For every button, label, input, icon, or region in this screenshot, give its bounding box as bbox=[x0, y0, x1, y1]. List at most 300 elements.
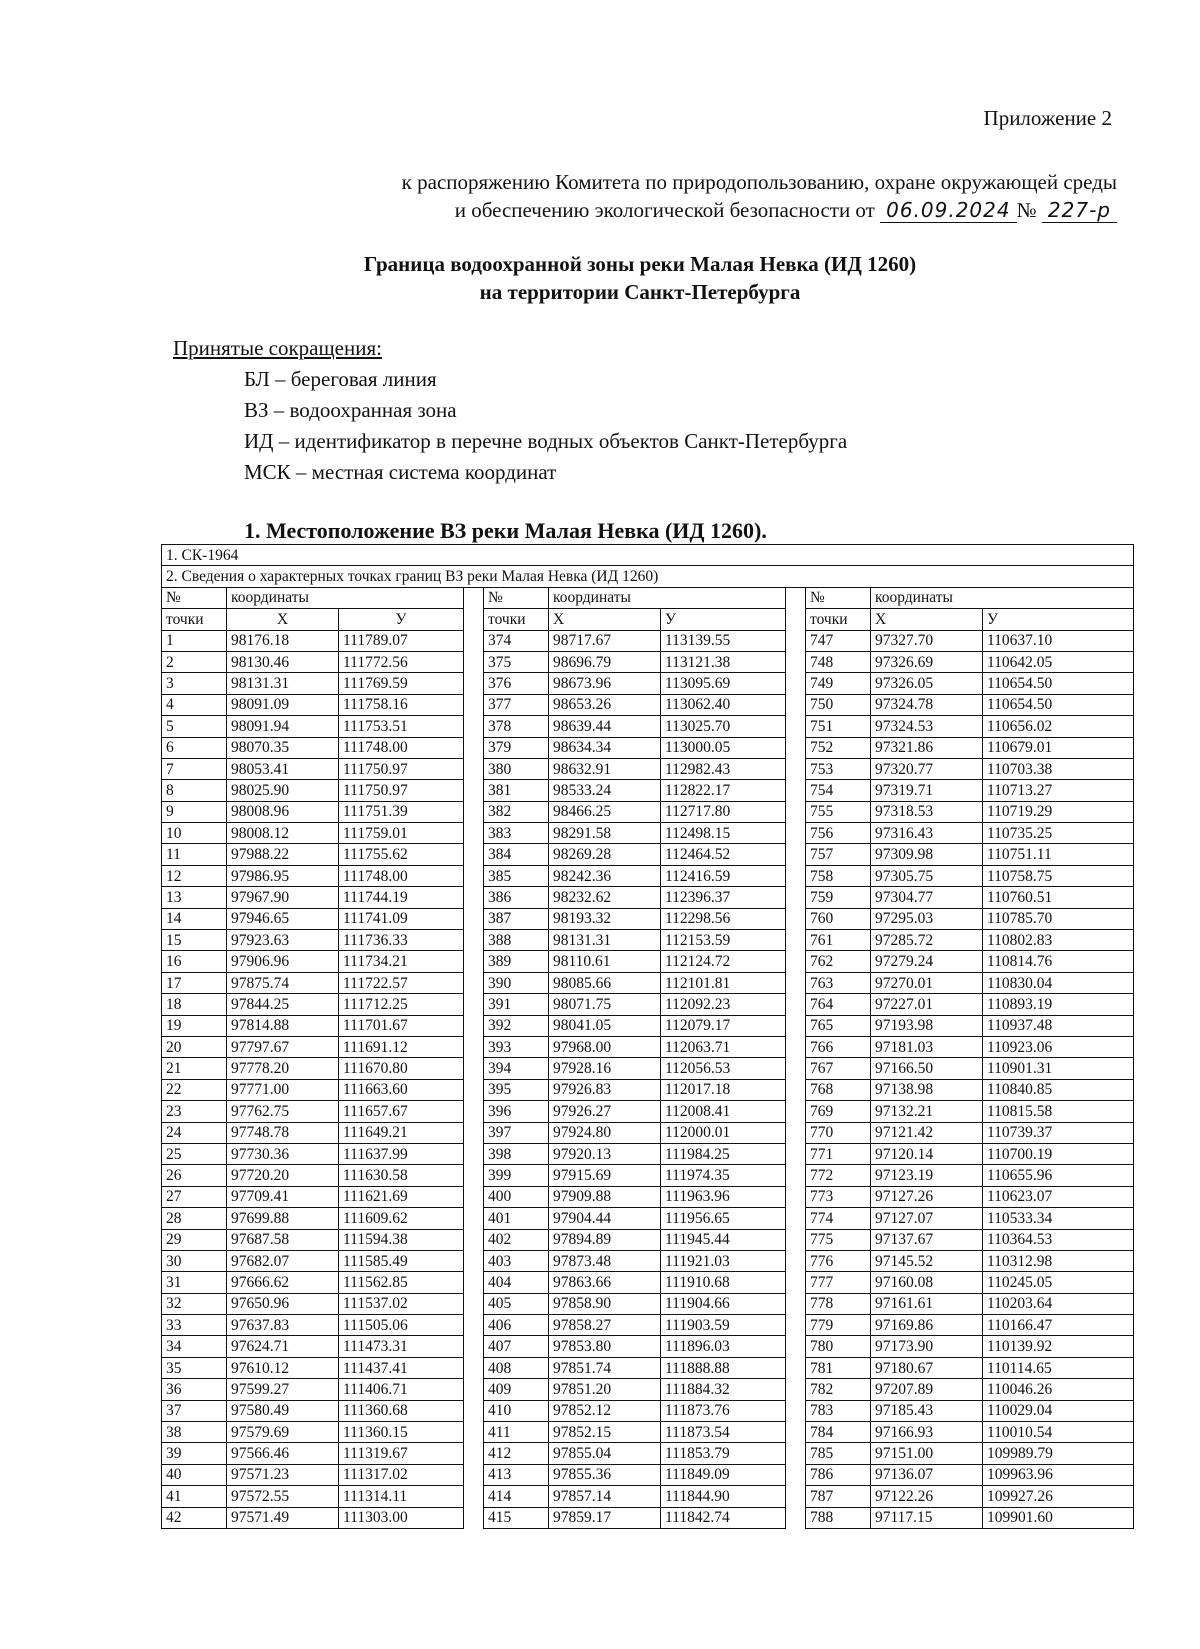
point-number: 376 bbox=[484, 673, 549, 694]
coord-y: 112008.41 bbox=[661, 1101, 786, 1122]
coord-x: 97637.83 bbox=[227, 1315, 339, 1336]
table-row bbox=[162, 1357, 1134, 1378]
coord-y: 111956.65 bbox=[661, 1208, 786, 1229]
table-row bbox=[162, 930, 1134, 951]
point-number: 387 bbox=[484, 908, 549, 929]
point-number: 769 bbox=[806, 1101, 871, 1122]
point-number: 779 bbox=[806, 1315, 871, 1336]
coord-x: 97166.50 bbox=[871, 1058, 983, 1079]
coord-y: 111562.85 bbox=[339, 1272, 464, 1293]
coord-x: 97851.74 bbox=[549, 1357, 661, 1378]
coord-x: 98008.96 bbox=[227, 801, 339, 822]
table-row bbox=[162, 908, 1134, 929]
coord-x: 97127.26 bbox=[871, 1186, 983, 1207]
coord-x: 97859.17 bbox=[549, 1507, 661, 1528]
coord-y: 111360.68 bbox=[339, 1400, 464, 1421]
point-number: 378 bbox=[484, 716, 549, 737]
coord-y: 112396.37 bbox=[661, 887, 786, 908]
point-number: 14 bbox=[162, 908, 227, 929]
coord-x: 97180.67 bbox=[871, 1357, 983, 1378]
point-number: 13 bbox=[162, 887, 227, 908]
table-row bbox=[162, 716, 1134, 737]
abbreviations-list bbox=[244, 364, 847, 488]
table-row bbox=[162, 844, 1134, 865]
coord-x: 97270.01 bbox=[871, 972, 983, 993]
coord-y: 110901.31 bbox=[983, 1058, 1134, 1079]
table-row bbox=[162, 1015, 1134, 1036]
point-number: 788 bbox=[806, 1507, 871, 1528]
point-number: 32 bbox=[162, 1293, 227, 1314]
coord-y: 111741.09 bbox=[339, 908, 464, 929]
coord-x: 97571.49 bbox=[227, 1507, 339, 1528]
coord-x: 98717.67 bbox=[549, 630, 661, 651]
coord-x: 97572.55 bbox=[227, 1486, 339, 1507]
coord-x: 98639.44 bbox=[549, 716, 661, 737]
abbreviation-item: МСК – местная система координат bbox=[244, 460, 557, 484]
coord-y: 111609.62 bbox=[339, 1208, 464, 1229]
coord-x: 97986.95 bbox=[227, 865, 339, 886]
point-number: 754 bbox=[806, 780, 871, 801]
point-number: 9 bbox=[162, 801, 227, 822]
point-number: 33 bbox=[162, 1315, 227, 1336]
table-row bbox=[162, 780, 1134, 801]
coord-x: 97166.93 bbox=[871, 1422, 983, 1443]
coord-x: 97137.67 bbox=[871, 1229, 983, 1250]
point-number: 782 bbox=[806, 1379, 871, 1400]
coord-y: 112101.81 bbox=[661, 972, 786, 993]
coord-x: 97857.14 bbox=[549, 1486, 661, 1507]
point-number: 408 bbox=[484, 1357, 549, 1378]
coord-y: 111755.62 bbox=[339, 844, 464, 865]
point-number: 42 bbox=[162, 1507, 227, 1528]
coord-x: 97855.04 bbox=[549, 1443, 661, 1464]
table-row bbox=[162, 1422, 1134, 1443]
coord-y: 111594.38 bbox=[339, 1229, 464, 1250]
coord-x: 98131.31 bbox=[549, 930, 661, 951]
table-row bbox=[162, 1186, 1134, 1207]
table-row bbox=[162, 1079, 1134, 1100]
coord-y: 111701.67 bbox=[339, 1015, 464, 1036]
coord-y: 112416.59 bbox=[661, 865, 786, 886]
header-x: Х bbox=[871, 609, 983, 630]
coord-y: 110642.05 bbox=[983, 651, 1134, 672]
point-number: 399 bbox=[484, 1165, 549, 1186]
coord-y: 111910.68 bbox=[661, 1272, 786, 1293]
coord-y: 111873.76 bbox=[661, 1400, 786, 1421]
point-number: 787 bbox=[806, 1486, 871, 1507]
coord-y: 111736.33 bbox=[339, 930, 464, 951]
point-number: 21 bbox=[162, 1058, 227, 1079]
point-number: 397 bbox=[484, 1122, 549, 1143]
point-number: 760 bbox=[806, 908, 871, 929]
point-number: 5 bbox=[162, 716, 227, 737]
coord-y: 110751.11 bbox=[983, 844, 1134, 865]
point-number: 752 bbox=[806, 737, 871, 758]
coord-y: 111505.06 bbox=[339, 1315, 464, 1336]
point-number: 382 bbox=[484, 801, 549, 822]
coord-y: 112498.15 bbox=[661, 823, 786, 844]
point-number: 780 bbox=[806, 1336, 871, 1357]
coord-x: 98041.05 bbox=[549, 1015, 661, 1036]
coord-y: 112017.18 bbox=[661, 1079, 786, 1100]
point-number: 27 bbox=[162, 1186, 227, 1207]
coord-x: 97138.98 bbox=[871, 1079, 983, 1100]
coord-y: 111748.00 bbox=[339, 737, 464, 758]
coord-y: 111748.00 bbox=[339, 865, 464, 886]
point-number: 772 bbox=[806, 1165, 871, 1186]
coord-x: 97207.89 bbox=[871, 1379, 983, 1400]
point-number: 775 bbox=[806, 1229, 871, 1250]
coord-x: 97304.77 bbox=[871, 887, 983, 908]
point-number: 26 bbox=[162, 1165, 227, 1186]
decree-date: 06.09.2024 bbox=[880, 198, 1017, 223]
header-point: точки bbox=[484, 609, 549, 630]
point-number: 35 bbox=[162, 1357, 227, 1378]
coord-x: 98232.62 bbox=[549, 887, 661, 908]
header-no: № bbox=[806, 587, 871, 608]
table-row bbox=[162, 737, 1134, 758]
coord-y: 111473.31 bbox=[339, 1336, 464, 1357]
coord-x: 97324.53 bbox=[871, 716, 983, 737]
coord-x: 97682.07 bbox=[227, 1250, 339, 1271]
coord-x: 97599.27 bbox=[227, 1379, 339, 1400]
table-row bbox=[162, 887, 1134, 908]
coord-x: 97863.66 bbox=[549, 1272, 661, 1293]
point-number: 785 bbox=[806, 1443, 871, 1464]
point-number: 394 bbox=[484, 1058, 549, 1079]
point-number: 29 bbox=[162, 1229, 227, 1250]
table-row bbox=[162, 1315, 1134, 1336]
coord-x: 97904.44 bbox=[549, 1208, 661, 1229]
coord-x: 97946.65 bbox=[227, 908, 339, 929]
table-row bbox=[162, 1443, 1134, 1464]
point-number: 747 bbox=[806, 630, 871, 651]
coord-x: 97875.74 bbox=[227, 972, 339, 993]
point-number: 414 bbox=[484, 1486, 549, 1507]
decree-line-2-prefix: и обеспечению экологической безопасности от bbox=[454, 198, 875, 222]
coord-y: 111317.02 bbox=[339, 1464, 464, 1485]
coord-y: 110654.50 bbox=[983, 673, 1134, 694]
coord-x: 97136.07 bbox=[871, 1464, 983, 1485]
coord-x: 98632.91 bbox=[549, 758, 661, 779]
coord-y: 111585.49 bbox=[339, 1250, 464, 1271]
coord-x: 97771.00 bbox=[227, 1079, 339, 1100]
coord-y: 113025.70 bbox=[661, 716, 786, 737]
table-row bbox=[162, 1250, 1134, 1271]
coord-y: 112000.01 bbox=[661, 1122, 786, 1143]
coord-x: 97579.69 bbox=[227, 1422, 339, 1443]
point-number: 11 bbox=[162, 844, 227, 865]
coord-y: 109963.96 bbox=[983, 1464, 1134, 1485]
table-row bbox=[162, 1058, 1134, 1079]
coord-y: 111691.12 bbox=[339, 1036, 464, 1057]
coord-y: 111537.02 bbox=[339, 1293, 464, 1314]
point-number: 764 bbox=[806, 994, 871, 1015]
table-row bbox=[162, 673, 1134, 694]
point-number: 778 bbox=[806, 1293, 871, 1314]
coord-x: 97650.96 bbox=[227, 1293, 339, 1314]
coord-y: 111657.67 bbox=[339, 1101, 464, 1122]
point-number: 390 bbox=[484, 972, 549, 993]
coord-y: 111844.90 bbox=[661, 1486, 786, 1507]
coord-x: 97121.42 bbox=[871, 1122, 983, 1143]
point-number: 767 bbox=[806, 1058, 871, 1079]
table-row bbox=[162, 694, 1134, 715]
coord-y: 110815.58 bbox=[983, 1101, 1134, 1122]
coord-x: 97699.88 bbox=[227, 1208, 339, 1229]
coord-x: 97855.36 bbox=[549, 1464, 661, 1485]
point-number: 770 bbox=[806, 1122, 871, 1143]
coord-y: 111751.39 bbox=[339, 801, 464, 822]
coord-x: 97858.90 bbox=[549, 1293, 661, 1314]
coord-y: 111670.80 bbox=[339, 1058, 464, 1079]
coord-y: 111303.00 bbox=[339, 1507, 464, 1528]
coord-y: 110840.85 bbox=[983, 1079, 1134, 1100]
document-title-line-2: на территории Санкт-Петербурга bbox=[479, 280, 801, 304]
coord-x: 98110.61 bbox=[549, 951, 661, 972]
coord-x: 97709.41 bbox=[227, 1186, 339, 1207]
coord-x: 98696.79 bbox=[549, 651, 661, 672]
point-number: 24 bbox=[162, 1122, 227, 1143]
coord-y: 111712.25 bbox=[339, 994, 464, 1015]
coord-y: 109989.79 bbox=[983, 1443, 1134, 1464]
coord-x: 97161.61 bbox=[871, 1293, 983, 1314]
point-number: 756 bbox=[806, 823, 871, 844]
point-number: 765 bbox=[806, 1015, 871, 1036]
coord-x: 97730.36 bbox=[227, 1143, 339, 1164]
point-number: 8 bbox=[162, 780, 227, 801]
coord-y: 111750.97 bbox=[339, 780, 464, 801]
coord-x: 98130.46 bbox=[227, 651, 339, 672]
coord-y: 111769.59 bbox=[339, 673, 464, 694]
coord-x: 97894.89 bbox=[549, 1229, 661, 1250]
point-number: 37 bbox=[162, 1400, 227, 1421]
coord-y: 111663.60 bbox=[339, 1079, 464, 1100]
header-row-1 bbox=[162, 587, 1134, 608]
table-row bbox=[162, 1507, 1134, 1528]
coord-x: 97279.24 bbox=[871, 951, 983, 972]
coord-y: 113139.55 bbox=[661, 630, 786, 651]
coord-y: 112982.43 bbox=[661, 758, 786, 779]
point-number: 415 bbox=[484, 1507, 549, 1528]
coord-y: 111319.67 bbox=[339, 1443, 464, 1464]
point-number: 38 bbox=[162, 1422, 227, 1443]
point-number: 19 bbox=[162, 1015, 227, 1036]
point-number: 762 bbox=[806, 951, 871, 972]
coord-y: 110814.76 bbox=[983, 951, 1134, 972]
table-row bbox=[162, 1379, 1134, 1400]
coord-x: 97778.20 bbox=[227, 1058, 339, 1079]
table-row bbox=[162, 1122, 1134, 1143]
point-number: 16 bbox=[162, 951, 227, 972]
coord-x: 97748.78 bbox=[227, 1122, 339, 1143]
coord-y: 111772.56 bbox=[339, 651, 464, 672]
coord-x: 97193.98 bbox=[871, 1015, 983, 1036]
coord-x: 97117.15 bbox=[871, 1507, 983, 1528]
header-no: № bbox=[484, 587, 549, 608]
coord-y: 110719.29 bbox=[983, 801, 1134, 822]
coord-y: 110700.19 bbox=[983, 1143, 1134, 1164]
coord-y: 110046.26 bbox=[983, 1379, 1134, 1400]
point-number: 763 bbox=[806, 972, 871, 993]
coord-x: 97127.07 bbox=[871, 1208, 983, 1229]
point-number: 400 bbox=[484, 1186, 549, 1207]
coord-y: 110245.05 bbox=[983, 1272, 1134, 1293]
header-x: Х bbox=[549, 609, 661, 630]
point-number: 1 bbox=[162, 630, 227, 651]
coord-y: 110010.54 bbox=[983, 1422, 1134, 1443]
coord-y: 111853.79 bbox=[661, 1443, 786, 1464]
coord-y: 110758.75 bbox=[983, 865, 1134, 886]
coord-y: 111621.69 bbox=[339, 1186, 464, 1207]
coord-x: 97320.77 bbox=[871, 758, 983, 779]
point-number: 393 bbox=[484, 1036, 549, 1057]
coord-y: 110656.02 bbox=[983, 716, 1134, 737]
coord-x: 97321.86 bbox=[871, 737, 983, 758]
point-number: 777 bbox=[806, 1272, 871, 1293]
point-number: 773 bbox=[806, 1186, 871, 1207]
coord-x: 97571.23 bbox=[227, 1464, 339, 1485]
point-number: 411 bbox=[484, 1422, 549, 1443]
coord-y: 112153.59 bbox=[661, 930, 786, 951]
coord-x: 97814.88 bbox=[227, 1015, 339, 1036]
table-row bbox=[162, 972, 1134, 993]
point-number: 784 bbox=[806, 1422, 871, 1443]
table-row bbox=[162, 1400, 1134, 1421]
coord-x: 98085.66 bbox=[549, 972, 661, 993]
point-number: 401 bbox=[484, 1208, 549, 1229]
coord-x: 97915.69 bbox=[549, 1165, 661, 1186]
point-number: 410 bbox=[484, 1400, 549, 1421]
coord-x: 98070.35 bbox=[227, 737, 339, 758]
coord-y: 111842.74 bbox=[661, 1507, 786, 1528]
point-number: 28 bbox=[162, 1208, 227, 1229]
point-number: 395 bbox=[484, 1079, 549, 1100]
coord-x: 97853.80 bbox=[549, 1336, 661, 1357]
point-number: 39 bbox=[162, 1443, 227, 1464]
coord-y: 109901.60 bbox=[983, 1507, 1134, 1528]
decree-number-sign: № bbox=[1016, 198, 1037, 222]
coord-y: 111406.71 bbox=[339, 1379, 464, 1400]
point-number: 7 bbox=[162, 758, 227, 779]
coord-y: 111314.11 bbox=[339, 1486, 464, 1507]
coord-y: 111744.19 bbox=[339, 887, 464, 908]
coord-x: 98466.25 bbox=[549, 801, 661, 822]
header-coords: координаты bbox=[871, 587, 1134, 608]
abbreviation-item: БЛ – береговая линия bbox=[244, 367, 437, 391]
appendix-label: Приложение 2 bbox=[983, 106, 1112, 130]
abbreviations-heading: Принятые сокращения: bbox=[173, 336, 382, 360]
coord-y: 111759.01 bbox=[339, 823, 464, 844]
coord-y: 110937.48 bbox=[983, 1015, 1134, 1036]
coord-x: 97624.71 bbox=[227, 1336, 339, 1357]
point-number: 18 bbox=[162, 994, 227, 1015]
coord-y: 111734.21 bbox=[339, 951, 464, 972]
point-number: 391 bbox=[484, 994, 549, 1015]
document-title-line-1: Граница водоохранной зоны реки Малая Невка (ИД 1260) bbox=[363, 252, 917, 276]
header-y: У bbox=[983, 609, 1134, 630]
point-number: 774 bbox=[806, 1208, 871, 1229]
point-number: 31 bbox=[162, 1272, 227, 1293]
coord-y: 111963.96 bbox=[661, 1186, 786, 1207]
coord-x: 98053.41 bbox=[227, 758, 339, 779]
coord-y: 112717.80 bbox=[661, 801, 786, 822]
point-number: 379 bbox=[484, 737, 549, 758]
coord-y: 110166.47 bbox=[983, 1315, 1134, 1336]
point-number: 22 bbox=[162, 1079, 227, 1100]
coord-x: 98269.28 bbox=[549, 844, 661, 865]
point-number: 786 bbox=[806, 1464, 871, 1485]
header-point: точки bbox=[162, 609, 227, 630]
coord-x: 97151.00 bbox=[871, 1443, 983, 1464]
point-number: 403 bbox=[484, 1250, 549, 1271]
point-number: 15 bbox=[162, 930, 227, 951]
table-row bbox=[162, 1336, 1134, 1357]
point-number: 759 bbox=[806, 887, 871, 908]
header-coords: координаты bbox=[549, 587, 786, 608]
table-row bbox=[162, 1464, 1134, 1485]
coord-y: 112822.17 bbox=[661, 780, 786, 801]
coord-y: 112464.52 bbox=[661, 844, 786, 865]
table-row bbox=[162, 994, 1134, 1015]
coord-x: 97851.20 bbox=[549, 1379, 661, 1400]
coord-y: 111630.58 bbox=[339, 1165, 464, 1186]
coord-y: 111649.21 bbox=[339, 1122, 464, 1143]
point-number: 23 bbox=[162, 1101, 227, 1122]
coord-y: 110139.92 bbox=[983, 1336, 1134, 1357]
coord-x: 98193.32 bbox=[549, 908, 661, 929]
coord-y: 110713.27 bbox=[983, 780, 1134, 801]
coord-x: 97926.83 bbox=[549, 1079, 661, 1100]
table-row bbox=[162, 1229, 1134, 1250]
point-number: 405 bbox=[484, 1293, 549, 1314]
point-number: 377 bbox=[484, 694, 549, 715]
point-number: 751 bbox=[806, 716, 871, 737]
coord-y: 111750.97 bbox=[339, 758, 464, 779]
point-number: 3 bbox=[162, 673, 227, 694]
coord-x: 97169.86 bbox=[871, 1315, 983, 1336]
coord-x: 97797.67 bbox=[227, 1036, 339, 1057]
table-row bbox=[162, 651, 1134, 672]
point-number: 374 bbox=[484, 630, 549, 651]
coord-x: 97580.49 bbox=[227, 1400, 339, 1421]
point-number: 6 bbox=[162, 737, 227, 758]
coord-y: 110364.53 bbox=[983, 1229, 1134, 1250]
coord-x: 97923.63 bbox=[227, 930, 339, 951]
coord-x: 97132.21 bbox=[871, 1101, 983, 1122]
table-row bbox=[162, 1165, 1134, 1186]
coord-y: 110893.19 bbox=[983, 994, 1134, 1015]
coord-y: 112063.71 bbox=[661, 1036, 786, 1057]
coord-x: 97120.14 bbox=[871, 1143, 983, 1164]
coord-x: 97566.46 bbox=[227, 1443, 339, 1464]
coord-x: 97926.27 bbox=[549, 1101, 661, 1122]
coord-x: 98025.90 bbox=[227, 780, 339, 801]
coord-y: 110637.10 bbox=[983, 630, 1134, 651]
header-y: У bbox=[661, 609, 786, 630]
coord-x: 97316.43 bbox=[871, 823, 983, 844]
coord-y: 112298.56 bbox=[661, 908, 786, 929]
coord-x: 98634.34 bbox=[549, 737, 661, 758]
coord-y: 111974.35 bbox=[661, 1165, 786, 1186]
coord-y: 111896.03 bbox=[661, 1336, 786, 1357]
coord-x: 97906.96 bbox=[227, 951, 339, 972]
point-number: 409 bbox=[484, 1379, 549, 1400]
coord-x: 97852.15 bbox=[549, 1422, 661, 1443]
point-number: 386 bbox=[484, 887, 549, 908]
decree-number: 227-р bbox=[1042, 198, 1117, 223]
coord-y: 111758.16 bbox=[339, 694, 464, 715]
